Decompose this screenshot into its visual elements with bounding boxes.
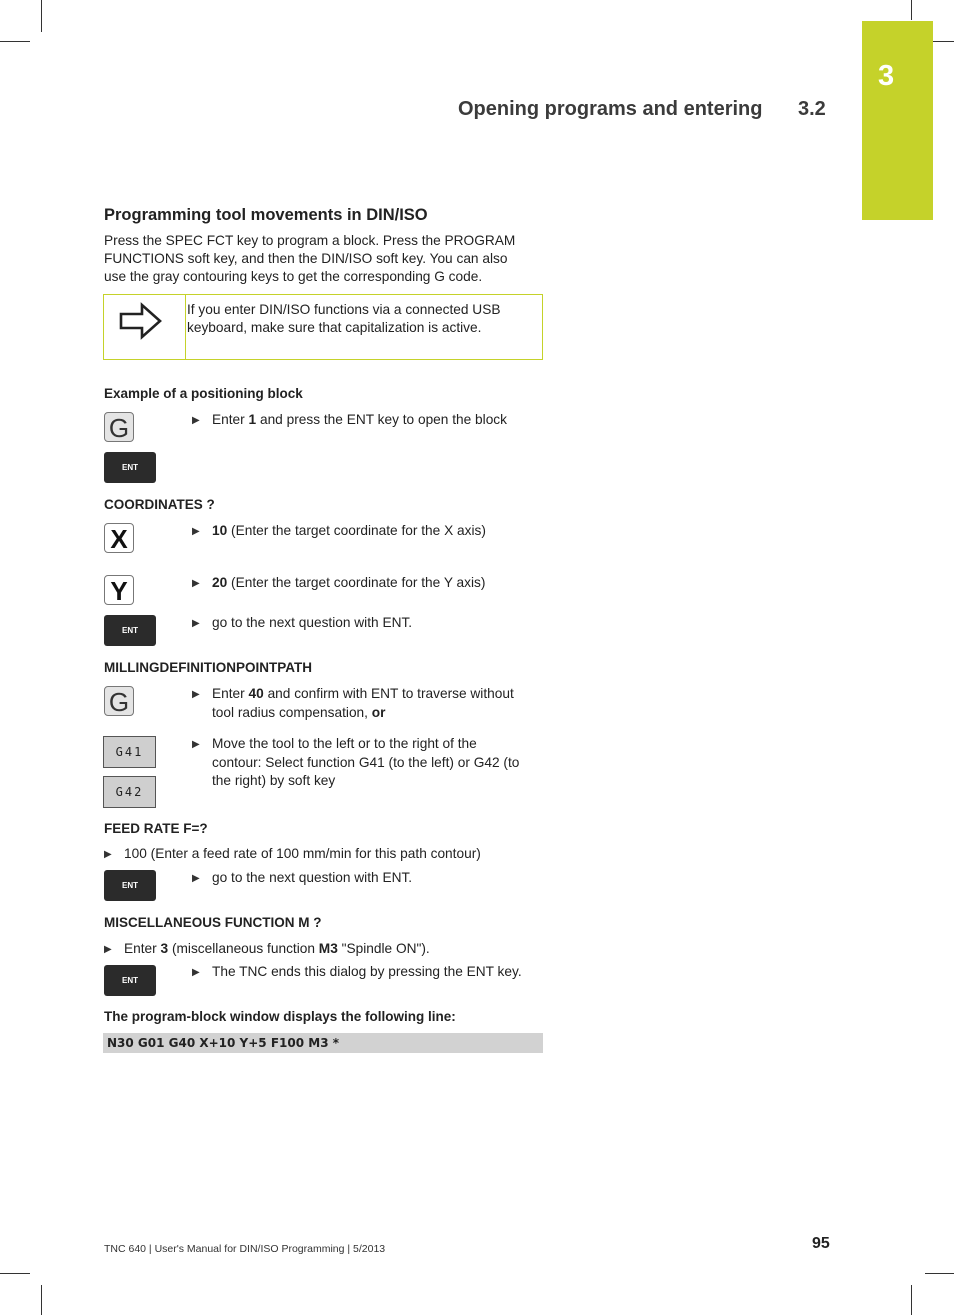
bullet-icon: ▶ [192, 526, 200, 537]
step-misc-value: ▶ Enter 3 (miscellaneous function M3 "Spindle ON"). [104, 940, 544, 959]
step-end-dialog: ▶ The TNC ends this dialog by pressing the ENT key. [192, 963, 544, 982]
crop-mark [925, 1273, 954, 1274]
bullet-icon: ▶ [104, 849, 112, 860]
page-heading: Programming tool movements in DIN/ISO [104, 206, 428, 224]
chapter-number: 3 [878, 60, 895, 92]
crop-mark [0, 41, 30, 42]
milling-label: MILLINGDEFINITIONPOINTPATH [104, 660, 312, 675]
step-y-coordinate: ▶ 20 (Enter the target coordinate for the Y axis) [192, 574, 544, 593]
crop-mark [41, 1285, 42, 1315]
crop-mark [0, 1273, 30, 1274]
g-key[interactable]: G [104, 686, 134, 716]
result-heading: The program-block window displays the following line: [104, 1009, 456, 1024]
step-open-block: ▶ Enter 1 and press the ENT key to open the block [192, 411, 544, 430]
bullet-icon: ▶ [192, 739, 200, 750]
crop-mark [41, 0, 42, 32]
chapter-tab [862, 21, 933, 220]
feed-label: FEED RATE F=? [104, 821, 208, 836]
step-feed-next: ▶ go to the next question with ENT. [192, 869, 544, 888]
step-feed-value: ▶ 100 (Enter a feed rate of 100 mm/min for this path contour) [104, 845, 544, 864]
intro-paragraph: Press the SPEC FCT key to program a block. Press the PROGRAM FUNCTIONS soft key, and then the DIN/ISO soft key. You can also use the gray contouring keys to get the corresponding G code. [104, 233, 516, 284]
ent-key[interactable]: ENT [104, 965, 156, 996]
coordinates-label: COORDINATES ? [104, 497, 215, 512]
ent-key[interactable]: ENT [104, 615, 156, 646]
bullet-icon: ▶ [192, 578, 200, 589]
bullet-icon: ▶ [192, 415, 200, 426]
g42-softkey[interactable]: G42 [103, 776, 156, 808]
step-radius-comp: ▶ Enter 40 and confirm with ENT to traverse without tool radius compensation, or [192, 686, 514, 720]
note-text: If you enter DIN/ISO functions via a connected USB keyboard, make sure that capitalization is active. [187, 302, 501, 335]
g41-softkey[interactable]: G41 [103, 736, 156, 768]
arrow-right-icon [118, 302, 164, 340]
step-next-question: ▶ go to the next question with ENT. [192, 614, 544, 633]
code-line: N30 G01 G40 X+10 Y+5 F100 M3 * [103, 1033, 543, 1053]
crop-mark [911, 1285, 912, 1315]
ent-key[interactable]: ENT [104, 452, 156, 483]
y-key[interactable]: Y [104, 575, 134, 605]
footer-text: TNC 640 | User's Manual for DIN/ISO Programming | 5/2013 [104, 1243, 386, 1255]
section-title: Opening programs and entering [458, 98, 763, 120]
page-number: 95 [812, 1235, 830, 1252]
misc-label: MISCELLANEOUS FUNCTION M ? [104, 915, 322, 930]
bullet-icon: ▶ [104, 944, 112, 955]
g-key[interactable]: G [104, 412, 134, 442]
bullet-icon: ▶ [192, 873, 200, 884]
ent-key[interactable]: ENT [104, 870, 156, 901]
note-divider [185, 295, 186, 359]
example-heading: Example of a positioning block [104, 386, 303, 401]
x-key[interactable]: X [104, 523, 134, 553]
bullet-icon: ▶ [192, 967, 200, 978]
step-select-softkey: ▶ Move the tool to the left or to the right of the contour: Select function G41 (to the left) or G42 (to the right) by soft key [192, 736, 520, 788]
bullet-icon: ▶ [192, 618, 200, 629]
section-number: 3.2 [798, 98, 826, 120]
bullet-icon: ▶ [192, 689, 200, 700]
crop-mark [911, 0, 912, 20]
step-x-coordinate: ▶ 10 (Enter the target coordinate for the X axis) [192, 522, 544, 541]
